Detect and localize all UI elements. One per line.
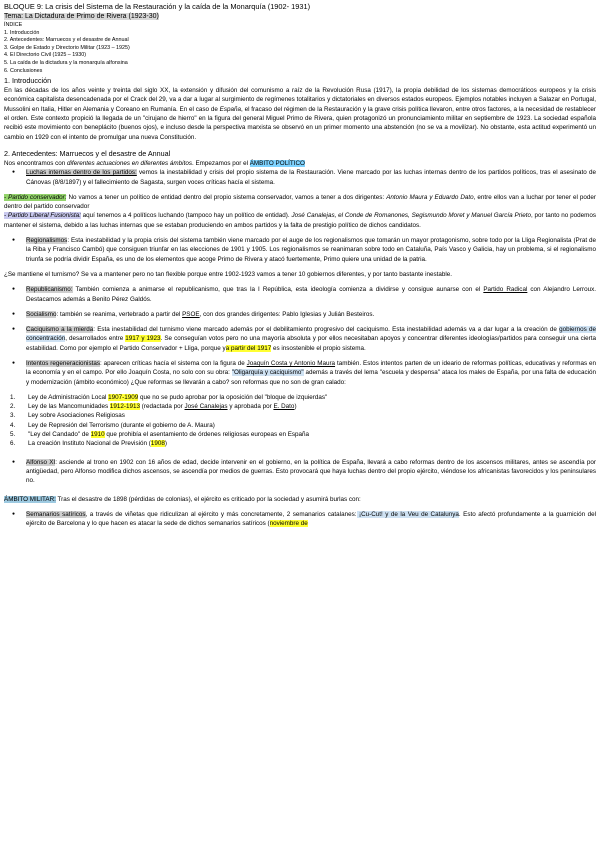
list-item: ● Republicanismo: También comienza a animarse el republicanismo, que tras la I República, esta ideología comienza a dividirse y consigue aunarse con el Partido Radical con Alejandro Lerroux. Destacamos además a Benito Pérez Galdós.: [26, 285, 596, 304]
antecedentes-lead: Nos encontramos con diferentes actuaciones en diferentes ámbitos. Empezamos por el ÁMBITO POLÍTICO: [4, 159, 305, 167]
list-item: 2. Ley de las Mancomunidades 1912-1913 (redactada por José Canalejas y aprobada por E. Dato): [10, 403, 297, 411]
bullet-list: [4, 458, 596, 486]
bullet-list: [4, 359, 596, 387]
antecedentes-heading: 2. Antecedentes: Marruecos y el desastre de Annual: [4, 148, 171, 158]
intro-paragraph: En las décadas de los años veinte y treinta del siglo XX, la extensión y difusión del comunismo a raíz de la Revolución Rusa (1917), la propia debilidad de los sistemas democráticos europeos y la crisis económica capitalista desencadenada por el Crack del 29, va a dar a lugar al surgimiento de regímenes totalitarios y dictatoriales en diversos estados europeos. Ejemplos notables incluyen a Salazar en Portugal, Mussolini en Italia, Hitler en Alemania y Coreano en Rumanía. En el caso de España, el fracaso del régimen de la Restauración y la grave crisis política llevaron, entre otros factores, a la necesidad de restablecer el orden. Este contexto propició la llegada de un "cirujano de hierro" en la figura del general Miguel Primo de Rivera, quien protagonizó un pronunciamiento militar en septiembre de 1923. La sociedad española recibió este movimiento con beneplácito (buenos ojos), e incluso desde la perspectiva marxista se observó en un primer momento una abstención (no se va a movilizar). No obstante, esta actitud experimentó un cambio en 1929 con el intento de promulgar una nueva Constitución.: [4, 87, 597, 141]
list-item: ● Intentos regeneracionistas: aparecen críticas hacía el sistema con la figura de Joaquín Costa y Antonio Maura también. Estos intentos parten de un ideario de reformas políticas, educativas y reformas en la economía y en el campo. Por ello Joaquín Costa, no solo con su obra: "Oligarquía y caciquismo" además a través del lema "escuela y despensa" ataca los males de España, por una falta de educación y modernización (ámbito económico) ¿Que reformas se llevarán a cabo? son reformas que no son de gran calado:: [26, 359, 596, 387]
intro-heading: 1. Introducción: [4, 76, 52, 86]
partido-liberal: - Partido Liberal Fusionista: aquí tenemos a 4 políticos luchando (tampoco hay un político de entidad). José Canalejas, el Conde de Romanones, Segismundo Moret y Manuel García Prieto, por tanto no podemos mantener el sistema, debido a las luchas internas que se estaban produciendo en ambos partidos y la falta de prestigio político de dichos candidatos.: [4, 212, 596, 229]
tema-highlight: Tema: La Dictadura de Primo de Rivera (1923-30): [4, 13, 159, 20]
bullet-list: [4, 325, 596, 353]
list-item: 1. Ley de Administración Local 1907-1909 que no se pudo aprobar por la oposición del "bloque de izquierdas": [10, 393, 328, 401]
list-item: 4. Ley de Represión del Terrorismo (durante el gobierno de A. Maura): [10, 421, 215, 429]
index-item[interactable]: 1. Introducción: [4, 29, 40, 36]
turnismo-paragraph: ¿Se mantiene el turnismo? Se va a mantener pero no tan flexible porque entre 1902-1923 vamos a tener 10 gobiernos diferentes, y por tanto bastante inestable.: [4, 270, 453, 278]
partido-conservador: - Partido conservador: No vamos a tener un político de entidad dentro del propio sistema conservador, vamos a tener a dos dirigentes: Antonio Maura y Eduardo Dato, entre ellos van a luchar por tener el poder dentro del partido conservador: [4, 193, 596, 211]
ambito-politico-highlight: ÁMBITO POLÍTICO: [249, 159, 305, 167]
bullet-list: [4, 285, 596, 304]
laws-list: [4, 393, 596, 449]
list-item: 5. "Ley del Candado" de 1910 que prohibía el asentamiento de órdenes religiosas europeas en España: [10, 431, 310, 439]
index-section: [4, 22, 596, 75]
bullet-list: [4, 510, 596, 529]
list-item: ● Socialismo: también se reanima, vertebrado a partir del PSOE, con dos grandes dirigentes: Pablo Iglesias y Julián Besteiros.: [26, 310, 596, 319]
bloque-title: BLOQUE 9: La crisis del Sistema de la Restauración y la caída de la Monarquía (1902- 1931): [4, 2, 311, 11]
index-item[interactable]: 6. Conclusiones: [4, 67, 43, 74]
list-item: ● Regionalismos: Esta inestabilidad y la propia crisis del sistema también viene marcado por el auge de los regionalismos que tomarán un mayor protagonismo, sobre todo por la Lliga Regionalista (Prat de la Riba y Francisco Cambó) que consiguen triunfar en las elecciones de 1901 y 1905. Los regionalismos se reanimaran sobre todo en Cataluña, País Vasco y Galicia, hay un problema, si el regionalismo triunfa se podría dividir España, es uno de los elementos que acoge Primo de Rivera y atacó fuertemente, Primo quiere una unidad de la patria.: [26, 236, 596, 264]
index-title: ÍNDICE: [4, 22, 23, 28]
list-item: ● Caciquismo a la mierda: Esta inestabilidad del turnismo viene marcado además por el debilitamiento progresivo del caciquismo. Esta inestabilidad además va a dar lugar a la creación de gobiernos de concentración, desarrollados entre 1917 y 1923. Se conseguían votos pero no una mayoría absoluta y por ellos necesitaban apoyos y concentrar diferentes ideologías/partidos para conseguir una cierta estabilidad. Como por ejemplo el Partido Conservador + Lliga, porque ya partir del 1917 es insostenible el propio sistema.: [26, 325, 596, 353]
tema-title: [4, 12, 596, 22]
bullet-list: [4, 236, 596, 264]
list-item: 6. La creación Instituto Nacional de Previsión (1908): [10, 440, 167, 448]
list-item: ● Semanarios satíricos, a través de viñetas que ridiculizan al ejército y más concretamente, 2 semanarios catalanes: ¡Cu-Cut! y de la Veu de Catalunya. Esto afectó profundamente a la guarnición del ejército de Barcelona y lo que hacen es atacar la sede de dichos semanarios satíricos (noviembre de: [26, 510, 596, 529]
bullet-list: [4, 168, 596, 187]
bullet-list: [4, 310, 596, 319]
index-item[interactable]: 3. Golpe de Estado y Directorio Militar (1923 – 1925): [4, 44, 130, 51]
index-item[interactable]: 4. El Directorio Civil (1925 – 1930): [4, 52, 87, 59]
index-item[interactable]: 2. Antecedentes: Marruecos y el desastre de Annual: [4, 37, 129, 44]
list-item: 3. Ley sobre Asociaciones Religiosas: [10, 412, 125, 420]
index-item[interactable]: 5. La caída de la dictadura y la monarquía alfonsina: [4, 59, 128, 66]
list-item: ● Luchas internas dentro de los partidos: vemos la inestabilidad y crisis del propio sistema de la Restauración. Viene marcado por las luchas internas dentro de los partidos políticos, tras el asesinato de Cánovas (8/8/1897) y el fallecimiento de Sagasta, surgen voces críticas hacía el sistema.: [26, 168, 596, 187]
ambito-militar-paragraph: ÁMBITO MILITAR: Tras el desastre de 1898 (pérdidas de colonias), el ejército es criticado por la sociedad y asumirá burlas con:: [4, 495, 361, 503]
list-item: ● Alfonso XI: asciende al trono en 1902 con 16 años de edad, decide intervenir en el gobierno, en la política de España, llevará a cabo reformas dentro de los ascensos militares, antes se ascendía por antigüedad, pero Alfonso modifica dichos ascensos, se ascendía por medios de guerras. Esto provocará que haya luchas dentro del propio ejército, viéndose los africanistas favorecidos y los peninsulares no.: [26, 458, 596, 486]
